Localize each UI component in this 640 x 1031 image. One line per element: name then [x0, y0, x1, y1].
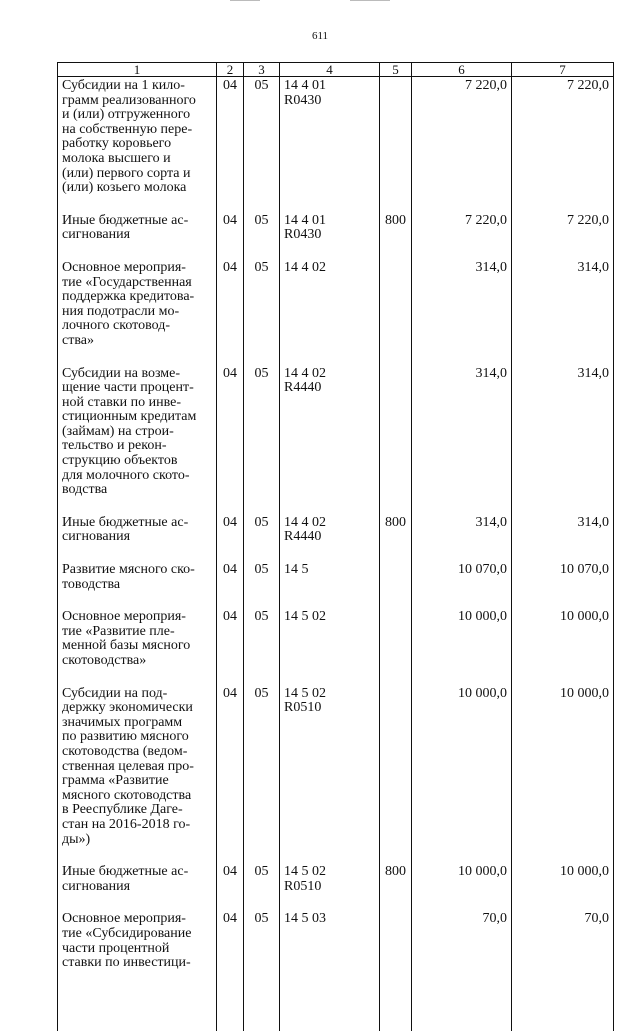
- table-body: [58, 77, 614, 1031]
- section-code-cell: 04: [217, 912, 244, 1030]
- section-code-cell: 04: [217, 610, 244, 686]
- amount-2020-cell: 314,0: [512, 367, 614, 516]
- table-row: [58, 912, 614, 1030]
- target-article-cell: 14 4 01 R0430: [280, 77, 380, 214]
- subsection-code-cell: 05: [244, 865, 280, 912]
- amount-2020-cell: 7 220,0: [512, 77, 614, 214]
- item-name-cell: Иные бюджетные ас- сигнования: [58, 516, 217, 563]
- item-name-cell: Иные бюджетные ас- сигнования: [58, 214, 217, 261]
- expense-type-cell: [380, 563, 412, 610]
- item-name-cell: Развитие мясного ско- товодства: [58, 563, 217, 610]
- table-row: [58, 516, 614, 563]
- expense-type-cell: [380, 610, 412, 686]
- target-article-cell: 14 4 02 R4440: [280, 367, 380, 516]
- scan-edge-mark: [230, 0, 260, 1]
- target-article-cell: 14 5: [280, 563, 380, 610]
- budget-table: [57, 62, 614, 1031]
- item-name-cell: Основное мероприя- тие «Государственная поддержка кредитова- ния подотрасли мо- лочного скотовод- ства»: [58, 261, 217, 367]
- target-article-cell: 14 4 02: [280, 261, 380, 367]
- amount-2020-cell: 314,0: [512, 261, 614, 367]
- target-article-cell: 14 5 02 R0510: [280, 687, 380, 866]
- expense-type-cell: [380, 77, 412, 214]
- column-header: 2: [217, 63, 244, 77]
- expense-type-cell: [380, 687, 412, 866]
- section-code-cell: 04: [217, 261, 244, 367]
- subsection-code-cell: 05: [244, 367, 280, 516]
- section-code-cell: 04: [217, 77, 244, 214]
- section-code-cell: 04: [217, 687, 244, 866]
- expense-type-cell: 800: [380, 214, 412, 261]
- column-header: 6: [412, 63, 512, 77]
- amount-2020-cell: 70,0: [512, 912, 614, 1030]
- column-header: 5: [380, 63, 412, 77]
- amount-2019-cell: 10 000,0: [412, 865, 512, 912]
- table-row: [58, 687, 614, 866]
- amount-2019-cell: 314,0: [412, 516, 512, 563]
- target-article-cell: 14 5 03: [280, 912, 380, 1030]
- subsection-code-cell: 05: [244, 516, 280, 563]
- item-name-cell: Основное мероприя- тие «Субсидирование части процентной ставки по инвестици-: [58, 912, 217, 1030]
- item-name-cell: Основное мероприя- тие «Развитие пле- менной базы мясного скотоводства»: [58, 610, 217, 686]
- amount-2019-cell: 10 000,0: [412, 610, 512, 686]
- table-row: [58, 367, 614, 516]
- table-row: [58, 261, 614, 367]
- amount-2020-cell: 10 000,0: [512, 610, 614, 686]
- subsection-code-cell: 05: [244, 214, 280, 261]
- amount-2019-cell: 314,0: [412, 367, 512, 516]
- table-row: [58, 865, 614, 912]
- amount-2020-cell: 10 000,0: [512, 865, 614, 912]
- section-code-cell: 04: [217, 516, 244, 563]
- amount-2019-cell: 10 000,0: [412, 687, 512, 866]
- target-article-cell: 14 4 01 R0430: [280, 214, 380, 261]
- subsection-code-cell: 05: [244, 687, 280, 866]
- table-row: [58, 610, 614, 686]
- amount-2019-cell: 314,0: [412, 261, 512, 367]
- subsection-code-cell: 05: [244, 77, 280, 214]
- item-name-cell: Субсидии на возме- щение части процент- ной ставки по инве- стиционным кредитам (займам) на строи- тельство и рекон- струкцию объектов для молочного ското- водства: [58, 367, 217, 516]
- item-name-cell: Субсидии на 1 кило- грамм реализованного и (или) отгруженного на собственную пере- работку коровьего молока высшего и (или) первого сорта и (или) козьего молока: [58, 77, 217, 214]
- target-article-cell: 14 5 02: [280, 610, 380, 686]
- section-code-cell: 04: [217, 214, 244, 261]
- subsection-code-cell: 05: [244, 563, 280, 610]
- target-article-cell: 14 4 02 R4440: [280, 516, 380, 563]
- section-code-cell: 04: [217, 563, 244, 610]
- table-row: [58, 214, 614, 261]
- column-header: 4: [280, 63, 380, 77]
- target-article-cell: 14 5 02 R0510: [280, 865, 380, 912]
- table-row: [58, 563, 614, 610]
- expense-type-cell: [380, 367, 412, 516]
- amount-2019-cell: 70,0: [412, 912, 512, 1030]
- expense-type-cell: [380, 261, 412, 367]
- column-header: 1: [58, 63, 217, 77]
- expense-type-cell: 800: [380, 865, 412, 912]
- amount-2019-cell: 10 070,0: [412, 563, 512, 610]
- amount-2019-cell: 7 220,0: [412, 77, 512, 214]
- column-header: 7: [512, 63, 614, 77]
- amount-2020-cell: 10 070,0: [512, 563, 614, 610]
- subsection-code-cell: 05: [244, 261, 280, 367]
- table-header-row: [58, 63, 614, 77]
- scan-edge-mark: [350, 0, 390, 1]
- section-code-cell: 04: [217, 865, 244, 912]
- subsection-code-cell: 05: [244, 610, 280, 686]
- subsection-code-cell: 05: [244, 912, 280, 1030]
- table-row: [58, 77, 614, 214]
- expense-type-cell: [380, 912, 412, 1030]
- item-name-cell: Иные бюджетные ас- сигнования: [58, 865, 217, 912]
- amount-2020-cell: 7 220,0: [512, 214, 614, 261]
- amount-2019-cell: 7 220,0: [412, 214, 512, 261]
- section-code-cell: 04: [217, 367, 244, 516]
- expense-type-cell: 800: [380, 516, 412, 563]
- page-number: 611: [311, 30, 329, 42]
- column-header: 3: [244, 63, 280, 77]
- amount-2020-cell: 10 000,0: [512, 687, 614, 866]
- item-name-cell: Субсидии на под- держку экономически значимых программ по развитию мясного скотоводства (ведом- ственная целевая про- грамма «Развитие мясного скотоводства в Рееспублике Даге- стан на 2016-2018 го- ды»): [58, 687, 217, 866]
- amount-2020-cell: 314,0: [512, 516, 614, 563]
